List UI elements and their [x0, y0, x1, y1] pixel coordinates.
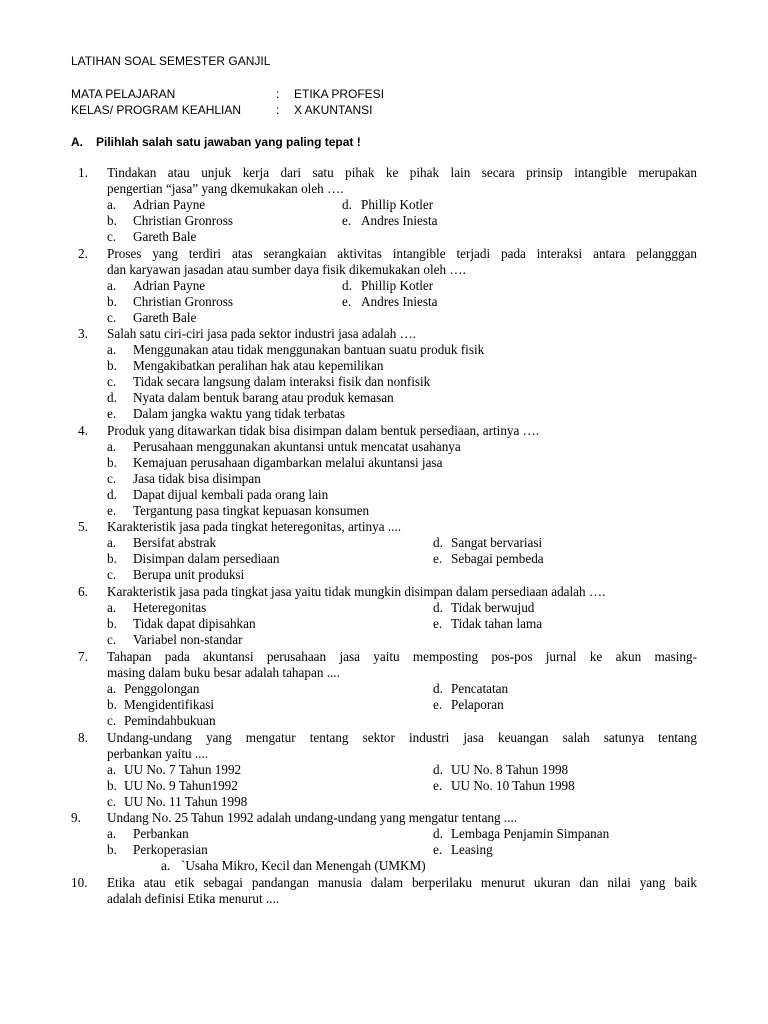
- option-letter: a.: [107, 535, 117, 550]
- class-colon: :: [276, 103, 280, 117]
- option-letter: d.: [433, 826, 443, 841]
- option-letter: d.: [107, 487, 117, 502]
- option-text: UU No. 7 Tahun 1992: [124, 762, 242, 777]
- option-text: Pelaporan: [451, 697, 504, 712]
- option-letter: e.: [433, 551, 443, 566]
- section-letter: A.: [71, 135, 83, 149]
- option-text: Kemajuan perusahaan digambarkan melalui akuntansi jasa: [133, 455, 443, 470]
- option-text: Pencatatan: [451, 681, 509, 696]
- option-letter: c.: [107, 567, 117, 582]
- option-text: Disimpan dalam persediaan: [133, 551, 280, 566]
- option-letter: e.: [342, 294, 352, 309]
- question-text-line: Tahapan pada akuntansi perusahaan jasa yaitu memposting pos-pos jurnal ke akun masing-: [107, 649, 697, 664]
- option-text: Sebagai pembeda: [451, 551, 544, 566]
- option-letter: e.: [107, 406, 117, 421]
- option-letter: e.: [433, 616, 443, 631]
- option-text: Andres Iniesta: [361, 213, 438, 228]
- class-label: KELAS/ PROGRAM KEAHLIAN: [71, 103, 242, 117]
- question-text-line: pengertian “jasa” yang dkemukakan oleh ….: [107, 181, 344, 196]
- option-letter: e.: [433, 778, 443, 793]
- question-text-line: Produk yang ditawarkan tidak bisa disimpan dalam bentuk persediaan, artinya ….: [107, 423, 540, 438]
- subject-colon: :: [276, 87, 280, 101]
- option-text: Penggolongan: [124, 681, 200, 696]
- option-text: `Usaha Mikro, Kecil dan Menengah (UMKM): [181, 858, 426, 873]
- question-text-line: Undang No. 25 Tahun 1992 adalah undang-undang yang mengatur tentang ....: [107, 810, 518, 825]
- option-text: Bersifat abstrak: [133, 535, 217, 550]
- subject-label: MATA PELAJARAN: [71, 87, 176, 101]
- option-letter: d.: [433, 600, 443, 615]
- option-letter: a.: [107, 762, 117, 777]
- question-number: 8.: [78, 730, 88, 745]
- option-letter: d.: [433, 535, 443, 550]
- question-number: 1.: [78, 165, 88, 180]
- option-text: Gareth Bale: [133, 229, 197, 244]
- option-letter: d.: [433, 681, 443, 696]
- option-text: Mengidentifikasi: [124, 697, 215, 712]
- option-letter: c.: [107, 229, 117, 244]
- option-text: UU No. 11 Tahun 1998: [124, 794, 248, 809]
- question-text-line: Tindakan atau unjuk kerja dari satu pihak ke pihak lain secara prinsip intangible merupakan: [107, 165, 697, 180]
- option-text: Jasa tidak bisa disimpan: [133, 471, 261, 486]
- question-number: 5.: [78, 519, 88, 534]
- option-letter: c.: [107, 794, 117, 809]
- option-text: Christian Gronross: [133, 294, 234, 309]
- question-text-line: Etika atau etik sebagai pandangan manusia dalam berperilaku menurut ukuran dan nilai yang baik: [107, 875, 697, 890]
- question-number: 2.: [78, 246, 88, 261]
- option-letter: d.: [342, 197, 352, 212]
- option-letter: b.: [107, 213, 117, 228]
- question-text-line: perbankan yaitu ....: [107, 746, 209, 761]
- option-text: Gareth Bale: [133, 310, 197, 325]
- option-text: Adrian Payne: [133, 278, 206, 293]
- option-letter: b.: [107, 842, 117, 857]
- option-letter: c.: [107, 471, 117, 486]
- section-instruction: Pilihlah salah satu jawaban yang paling tepat !: [96, 135, 361, 149]
- option-text: Menggunakan atau tidak menggunakan bantuan suatu produk fisik: [133, 342, 485, 357]
- option-text: Perbankan: [133, 826, 189, 841]
- option-letter: a.: [107, 681, 117, 696]
- option-text: Tidak dapat dipisahkan: [133, 616, 256, 631]
- question-text-line: Karakteristik jasa pada tingkat jasa yaitu tidak mungkin disimpan dalam persediaan adalah ….: [107, 584, 606, 599]
- question-number: 4.: [78, 423, 88, 438]
- option-text: Heteregonitas: [133, 600, 207, 615]
- option-letter: d.: [107, 390, 117, 405]
- option-letter: a.: [161, 858, 171, 873]
- option-text: Tergantung pasa tingkat kepuasan konsumen: [133, 503, 370, 518]
- option-text: Tidak secara langsung dalam interaksi fisik dan nonfisik: [133, 374, 431, 389]
- option-text: Christian Gronross: [133, 213, 234, 228]
- subject-value: ETIKA PROFESI: [294, 87, 385, 101]
- option-letter: b.: [107, 616, 117, 631]
- option-letter: d.: [433, 762, 443, 777]
- option-letter: b.: [107, 294, 117, 309]
- option-text: UU No. 9 Tahun1992: [124, 778, 238, 793]
- option-text: Tidak tahan lama: [451, 616, 543, 631]
- option-letter: a.: [107, 342, 117, 357]
- option-text: Adrian Payne: [133, 197, 206, 212]
- option-letter: b.: [107, 697, 117, 712]
- question-number: 10.: [71, 875, 88, 890]
- question-number: 6.: [78, 584, 88, 599]
- question-text-line: masing dalam buku besar adalah tahapan ....: [107, 665, 340, 680]
- option-text: Lembaga Penjamin Simpanan: [451, 826, 610, 841]
- option-letter: d.: [342, 278, 352, 293]
- question-number: 7.: [78, 649, 88, 664]
- option-letter: b.: [107, 455, 117, 470]
- question-number: 3.: [78, 326, 88, 341]
- option-text: Nyata dalam bentuk barang atau produk kemasan: [133, 390, 394, 405]
- option-text: Tidak berwujud: [451, 600, 535, 615]
- option-text: Mengakibatkan peralihan hak atau kepemilikan: [133, 358, 384, 373]
- option-letter: c.: [107, 632, 117, 647]
- option-letter: e.: [107, 503, 117, 518]
- option-text: Variabel non-standar: [133, 632, 243, 647]
- option-text: Leasing: [451, 842, 493, 857]
- option-text: Perusahaan menggunakan akuntansi untuk mencatat usahanya: [133, 439, 461, 454]
- option-letter: a.: [107, 826, 117, 841]
- option-letter: c.: [107, 310, 117, 325]
- option-text: UU No. 10 Tahun 1998: [451, 778, 575, 793]
- option-letter: c.: [107, 374, 117, 389]
- option-letter: a.: [107, 600, 117, 615]
- option-letter: a.: [107, 439, 117, 454]
- option-letter: b.: [107, 551, 117, 566]
- option-text: Dapat dijual kembali pada orang lain: [133, 487, 329, 502]
- option-text: Phillip Kotler: [361, 197, 434, 212]
- question-text-line: dan karyawan jasadan atau sumber daya fisik dikemukakan oleh ….: [107, 262, 466, 277]
- option-text: Sangat bervariasi: [451, 535, 543, 550]
- option-letter: a.: [107, 197, 117, 212]
- question-text-line: Salah satu ciri-ciri jasa pada sektor industri jasa adalah ….: [107, 326, 417, 341]
- document-title: LATIHAN SOAL SEMESTER GANJIL: [71, 54, 271, 68]
- option-text: Perkoperasian: [133, 842, 208, 857]
- option-letter: b.: [107, 358, 117, 373]
- class-value: X AKUNTANSI: [294, 103, 373, 117]
- option-text: Phillip Kotler: [361, 278, 434, 293]
- question-text-line: Proses yang terdiri atas serangkaian aktivitas intangible terjadi pada interaksi antara pelangggan: [107, 246, 697, 261]
- option-letter: e.: [342, 213, 352, 228]
- option-letter: c.: [107, 713, 117, 728]
- question-text-line: Karakteristik jasa pada tingkat heteregonitas, artinya ....: [107, 519, 402, 534]
- option-text: Andres Iniesta: [361, 294, 438, 309]
- option-letter: a.: [107, 278, 117, 293]
- option-letter: b.: [107, 778, 117, 793]
- option-letter: e.: [433, 842, 443, 857]
- question-text-line: Undang-undang yang mengatur tentang sektor industri jasa keuangan salah satunya tentang: [107, 730, 697, 745]
- option-text: Dalam jangka waktu yang tidak terbatas: [133, 406, 346, 421]
- question-text-line: adalah definisi Etika menurut ....: [107, 891, 280, 906]
- question-number: 9.: [71, 810, 81, 825]
- option-text: Berupa unit produksi: [133, 567, 245, 582]
- option-text: Pemindahbukuan: [124, 713, 216, 728]
- option-letter: e.: [433, 697, 443, 712]
- option-text: UU No. 8 Tahun 1998: [451, 762, 569, 777]
